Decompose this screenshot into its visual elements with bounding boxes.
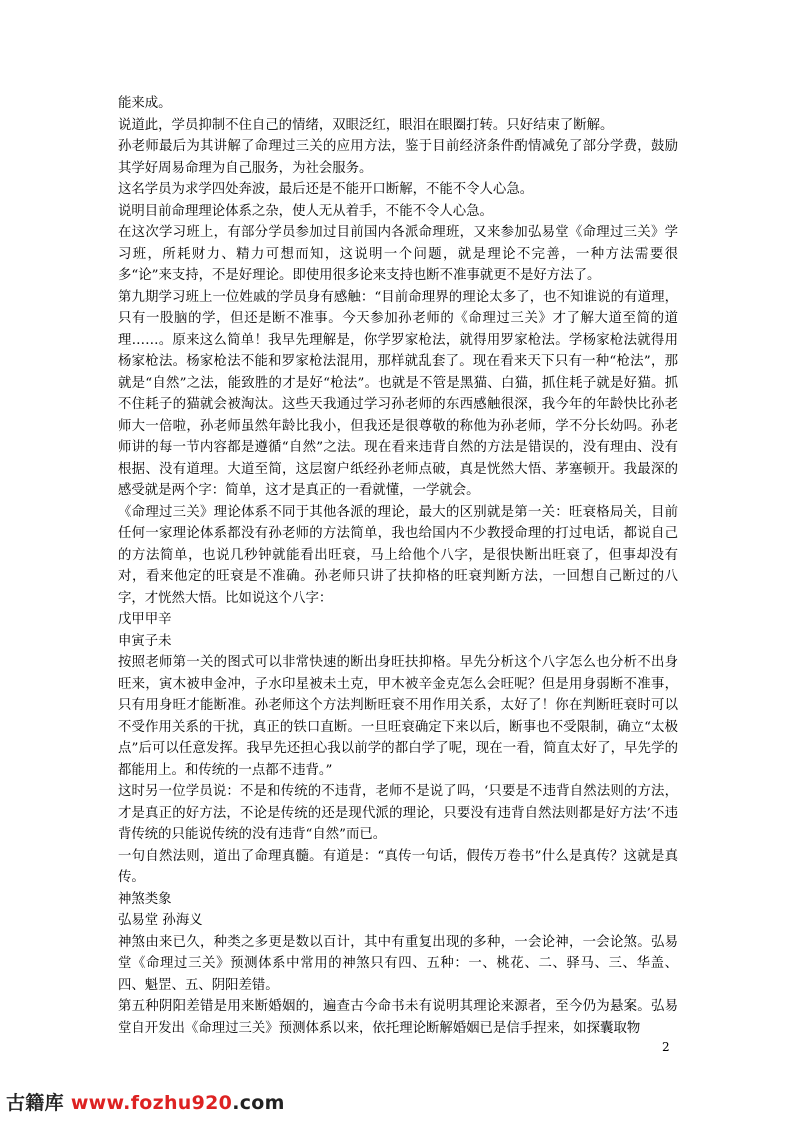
paragraph: 第五种阴阳差错是用来断婚姻的，遍查古今命书未有说明其理论来源者，至今仍为悬案。弘易堂自开发出《命理过三关》预测体系以来，依托理论断解婚姻已是信手捏来，如探囊取物	[118, 999, 678, 1036]
body-text	[118, 93, 678, 1039]
footer-site-name: 古籍库	[6, 1092, 71, 1114]
paragraph: 说道此，学员抑制不住自己的情绪，双眼泛红，眼泪在眼圈打转。只好结束了断解。	[118, 117, 614, 133]
paragraph: 一句自然法则，道出了命理真髓。有道是：“真传一句话，假传万卷书”什么是真传？这就是真传。	[118, 848, 678, 885]
page-number: 2	[662, 1040, 670, 1054]
bazi-line: 申寅子未	[118, 633, 172, 649]
footer-watermark	[6, 1088, 285, 1115]
paragraph: 神煞由来已久，种类之多更是数以百计，其中有重复出现的多种，一会论神，一会论煞。弘易堂《命理过三关》预测体系中常用的神煞只有四、五种：一、桃花、二、驿马、三、华盖、四、魁罡、五、阴阳差错。	[118, 934, 678, 993]
paragraph: 按照老师第一关的图式可以非常快速的断出身旺扶抑格。早先分析这个八字怎么也分析不出身旺来，寅木被申金冲，子水印星被未土克，甲木被辛金克怎么会旺呢？但是用身弱断不准事，只有用身旺才能断准。孙老师这个方法判断旺衰不用作用关系，太好了！你在判断旺衰时可以不受作用关系的干扰，真正的铁口直断。一旦旺衰确定下来以后，断事也不受限制，确立“太极点”后可以任意发挥。我早先还担心我以前学的都白学了呢，现在一看，简直太好了，早先学的都能用上。和传统的一点都不违背。”	[118, 655, 678, 778]
paragraph: 这名学员为求学四处奔波，最后还是不能开口断解，不能不令人心急。	[118, 182, 534, 197]
section-title: 神煞类象	[118, 891, 172, 907]
footer-site-url: www.fozhu920	[70, 1092, 233, 1114]
paragraph: 说明目前命理理论体系之杂，使人无从着手，不能不令人心急。	[118, 203, 493, 219]
paragraph: 能来成。	[118, 96, 172, 111]
footer-site-tld: .com	[232, 1092, 285, 1114]
paragraph: 第九期学习班上一位姓戚的学员身有感触：“目前命理界的理论太多了，也不知谁说的有道理，只有一股脑的学，但还是断不准事。今天参加孙老师的《命理过三关》才了解大道至简的道理……。原来这么简单！我早先理解是，你学罗家枪法，就得用罗家枪法。学杨家枪法就得用杨家枪法。杨家枪法不能和罗家枪法混用，那样就乱套了。现在看来天下只有一种“枪法”，那就是“自然”之法，能致胜的才是好“枪法”。也就是不管是黑猫、白猫，抓住耗子就是好猫。抓不住耗子的猫就会被淘汰。这些天我通过学习孙老师的东西感触很深，我今年的年龄快比孙老师大一倍啦，孙老师虽然年龄比我小，但我还是很尊敬的称他为孙老师，学不分长幼吗。孙老师讲的每一节内容都是遵循“自然”之法。现在看来违背自然的方法是错误的，没有理由、没有根据、没有道理。大道至简，这层窗户纸经孙老师点破，真是恍然大悟、茅塞顿开。我最深的感受就是两个字：简单，这才是真正的一看就懂，一学就会。	[118, 289, 678, 498]
bazi-line: 戊甲甲辛	[118, 612, 172, 627]
paragraph: 这时另一位学员说：不是和传统的不违背，老师不是说了吗，‘只要是不违背自然法则的方法，才是真正的好方法，不论是传统的还是现代派的理论，只要没有违背自然法则都是好方法’不违背传统的只能说传统的没有违背“自然”而已。	[118, 784, 678, 842]
paragraph: 孙老师最后为其讲解了命理过三关的应用方法，鉴于目前经济条件酌情减免了部分学费，鼓励其学好周易命理为自己服务，为社会服务。	[118, 139, 678, 176]
paragraph: 《命理过三关》理论体系不同于其他各派的理论，最大的区别就是第一关：旺衰格局关，目前任何一家理论体系都没有孙老师的方法简单，我也给国内不少教授命理的打过电话，都说自己的方法简单，也说几秒钟就能看出旺衰，马上给他个八字，是很快断出旺衰了，但事却没有对，看来他定的旺衰是不准确。孙老师只讲了扶抑格的旺衰判断方法，一回想自己断过的八字，才恍然大悟。比如说这个八字：	[118, 504, 678, 606]
section-author: 弘易堂 孙海义	[118, 913, 203, 928]
paragraph: 在这次学习班上，有部分学员参加过目前国内各派命理班，又来参加弘易堂《命理过三关》学习班，所耗财力、精力可想而知，这说明一个问题，就是理论不完善，一种方法需要很多“论”来支持，不是好理论。即使用很多论来支持也断不准事就更不是好方法了。	[118, 225, 678, 283]
